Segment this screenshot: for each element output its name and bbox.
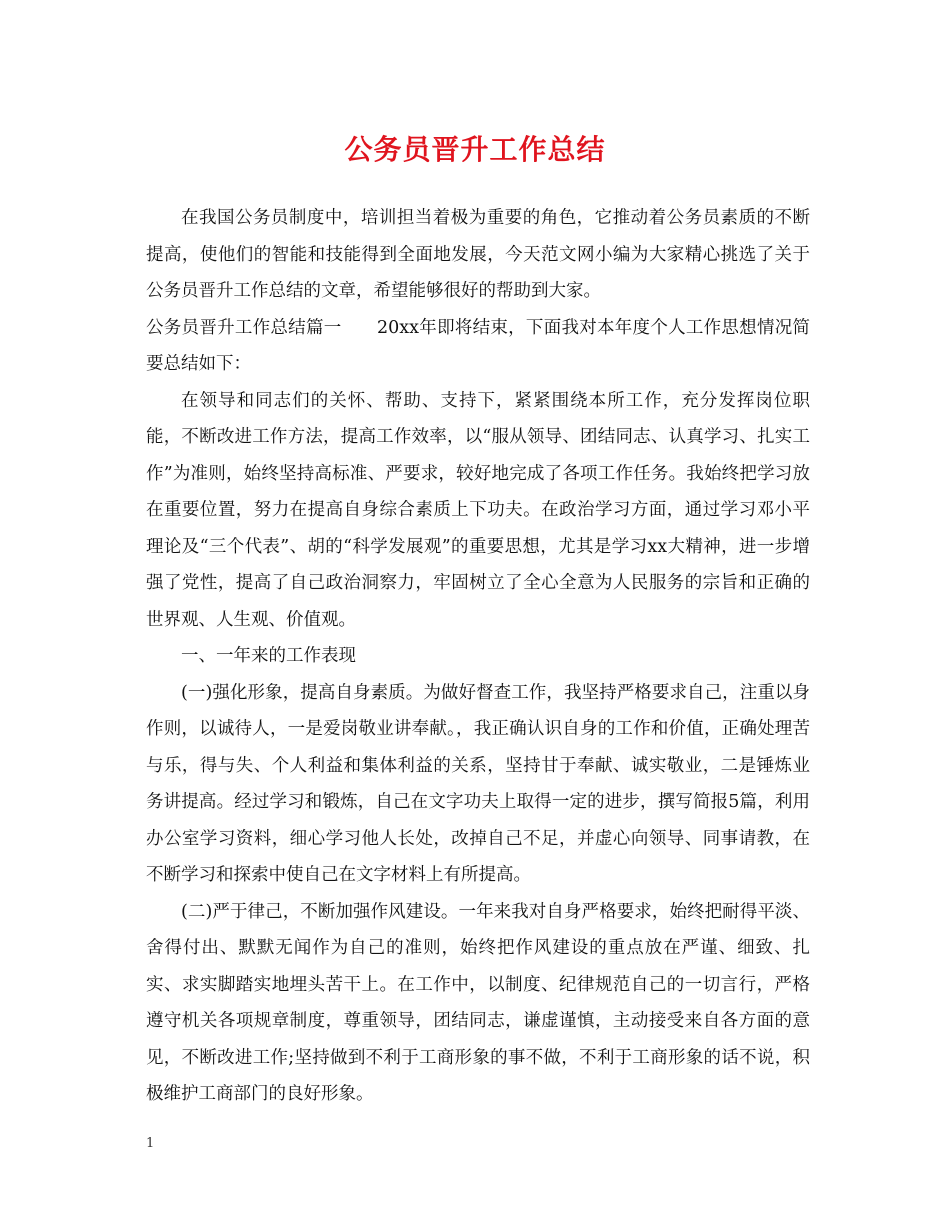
- paragraph-overview: 在领导和同志们的关怀、帮助、支持下，紧紧围绕本所工作，充分发挥岗位职能，不断改进工作方法，提高工作效率，以“服从领导、团结同志、认真学习、扎实工作”为准则，始终坚持高标准、严要求，较好地完成了各项工作任务。我始终把学习放在重要位置，努力在提高自身综合素质上下功夫。在政治学习方面，通过学习邓小平理论及“三个代表”、胡的“科学发展观”的重要思想，尤其是学习xx大精神，进一步增强了党性，提高了自己政治洞察力，牢固树立了全心全意为人民服务的宗旨和正确的世界观、人生观、价值观。: [146, 390, 810, 630]
- paragraph-item-two: (二)严于律己，不断加强作风建设。一年来我对自身严格要求，始终把耐得平淡、舍得付出、默默无闻作为自己的准则，始终把作风建设的重点放在严谨、细致、扎实、求实脚踏实地埋头苦干上。在工作中，以制度、纪律规范自己的一切言行，严格遵守机关各项规章制度，尊重领导，团结同志，谦虚谨慎，主动接受来自各方面的意见，不断改进工作;坚持做到不利于工商形象的事不做，不利于工商形象的话不说，积极维护工商部门的良好形象。: [146, 901, 810, 1104]
- paragraph-heading-work-performance: 一、一年来的工作表现: [181, 646, 356, 666]
- paragraph-intro: 在我国公务员制度中，培训担当着极为重要的角色，它推动着公务员素质的不断提高，使他们的智能和技能得到全面地发展，今天范文网小编为大家精心挑选了关于公务员晋升工作总结的文章，希望能够很好的帮助到大家。: [146, 208, 810, 301]
- paragraph-item-one: (一)强化形象，提高自身素质。为做好督查工作，我坚持严格要求自己，注重以身作则，以诚待人，一是爱岗敬业讲奉献。，我正确认识自身的工作和价值，正确处理苦与乐，得与失、个人利益和集体利益的关系，坚持甘于奉献、诚实敬业，二是锤炼业务讲提高。经过学习和锻炼，自己在文字功夫上取得一定的进步，撰写简报5篇，利用办公室学习资料，细心学习他人长处，改掉自己不足，并虚心向领导、同事请教，在不断学习和探索中使自己在文字材料上有所提高。: [146, 682, 810, 885]
- document-body: [146, 200, 810, 1113]
- page-number: 1: [146, 1136, 155, 1151]
- paragraph-section-one-heading: 公务员晋升工作总结篇一 20xx年即将结束，下面我对本年度个人工作思想情况简要总结如下：: [146, 317, 810, 374]
- document-title: 公务员晋升工作总结: [344, 133, 606, 166]
